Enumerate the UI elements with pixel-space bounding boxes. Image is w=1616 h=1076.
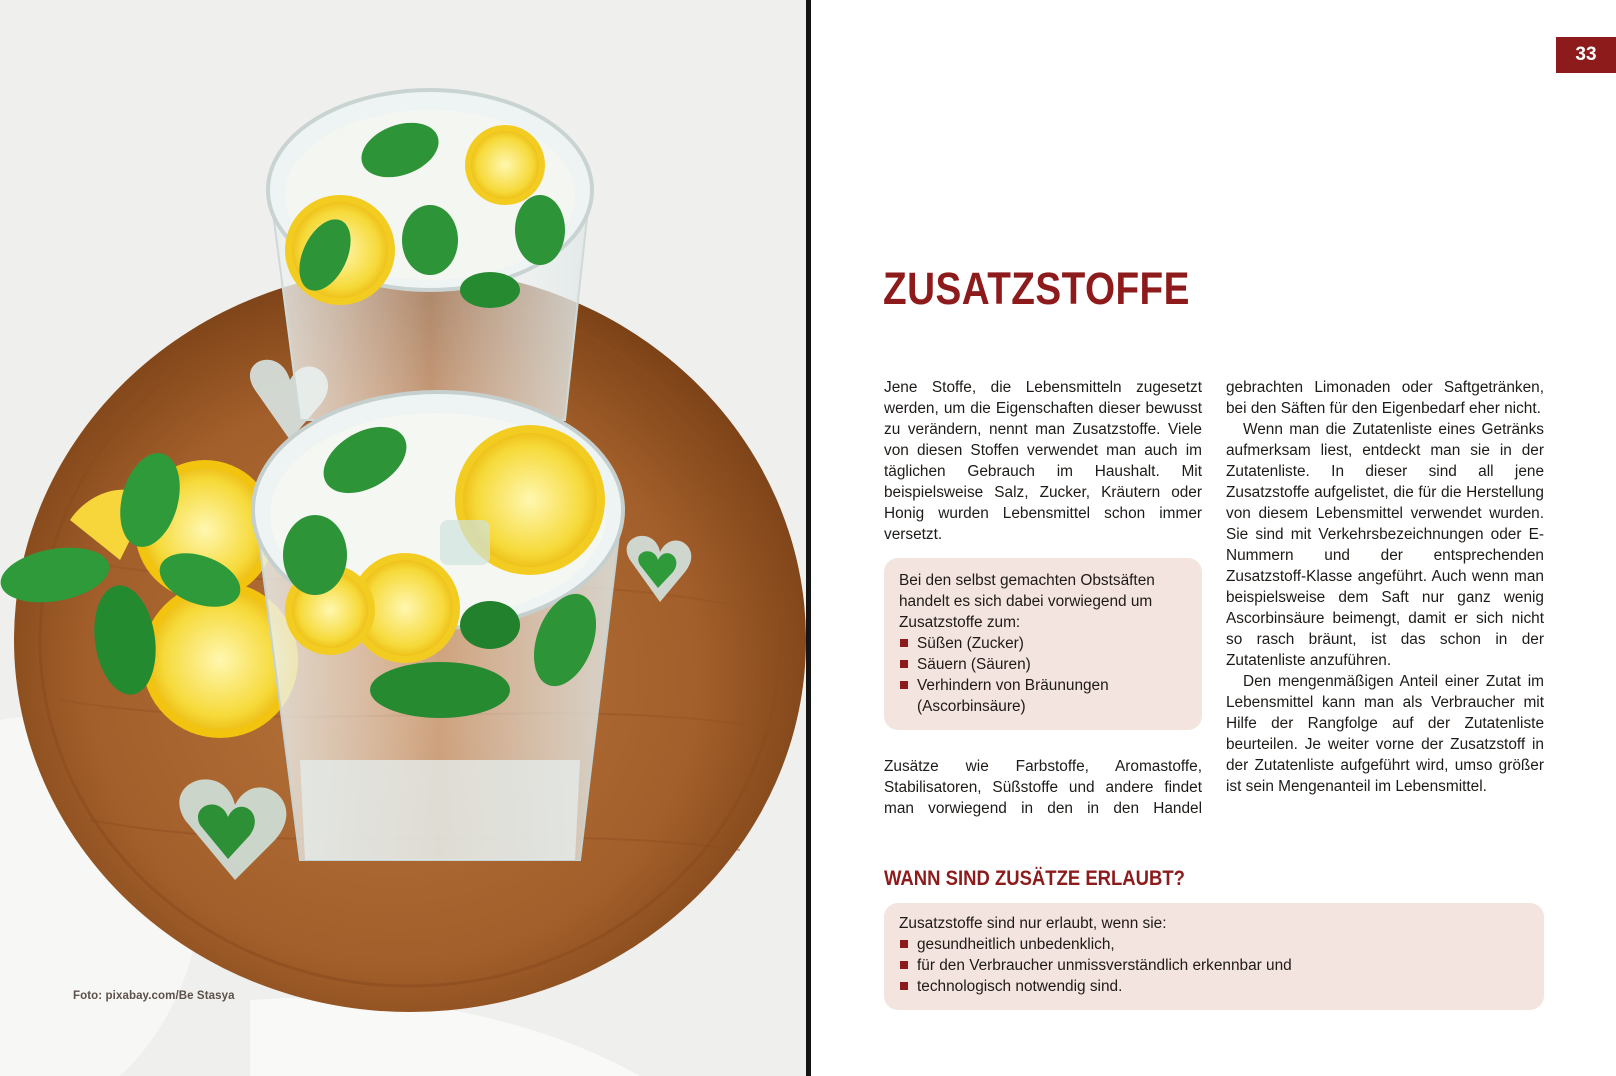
list-item: gesundheitlich unbedenklich, [899, 934, 1530, 955]
intro-paragraph: Jene Stoffe, die Lebensmitteln zugesetzt werden, um die Eigenschaften dieser bewusst zu verändern, nennt man Zusatzstoffe. Viele von diesen Stoffen verwendet man auch im täglichen Gebrauch im Haushalt. Mit beispielsweise Salz, Zucker, Kräutern oder Honig wurden Lebensmittel schon immer versetzt. [884, 379, 1202, 543]
list-item: Süßen (Zucker) [899, 633, 1188, 654]
info-box-allowed-additives [884, 903, 1544, 1010]
photo-credit: Foto: pixabay.com/Be Stasya [73, 990, 235, 1002]
list-item: technologisch notwendig sind. [899, 976, 1530, 997]
paragraph-column-continued [884, 756, 1202, 819]
additives-paragraph: Zusätze wie Farbstoffe, Aromastoffe, Stabilisatoren, Süßstoffe und andere findet man vorwiegend in den in den Handel [884, 758, 1202, 817]
right-text-column [1226, 377, 1544, 797]
intro-paragraph-column [884, 377, 1202, 545]
additives-paragraph-continued: gebrachten Limonaden oder Saftgetränken, bei den Säften für den Eigenbedarf eher nicht. [1226, 379, 1544, 417]
list-item: Verhindern von Bräunungen (Ascorbinsäure) [899, 675, 1188, 717]
ingredients-list-paragraph: Wenn man die Zutatenliste eines Getränks aufmerksam liest, entdeckt man sie in der Zutatenliste. In dieser sind all jene Zusatzstoffe aufgelistet, die für die Herstellung von diesem Lebensmittel verwendet wurden. Sie sind mit Verkehrsbezeichnungen oder E-Nummern und der entsprechenden Zusatzstoff-Klasse angeführt. Auch wenn man beispielsweise dem Saft nur ganz wenig Ascorbinsäure beimengt, damit er sich nicht so rasch bräunt, ist das schon in der Zutatenliste anzuführen. [1226, 421, 1544, 669]
glass-of-lemon-mint-water [268, 90, 592, 420]
info-box-fruit-juices [884, 558, 1202, 730]
info-box-lead: Bei den selbst gemachten Obstsäften handelt es sich dabei vorwiegend um Zusatzstoffe zum: [899, 572, 1155, 631]
section-heading: WANN SIND ZUSÄTZE ERLAUBT? [884, 866, 1185, 890]
list-item: Säuern (Säuren) [899, 654, 1188, 675]
info-box-list [899, 633, 1188, 717]
lemon-mint-drinks-image [0, 0, 806, 1076]
quantity-share-paragraph: Den mengenmäßigen Anteil einer Zutat im Lebensmittel kann man als Verbraucher mit Hilfe der Rangfolge auf der Zutatenliste beurteilen. Je weiter vorne der Zusatzstoff in der Zutatenliste aufgeführt wird, umso größer ist sein Mengenanteil im Lebensmittel. [1226, 673, 1544, 795]
page-gutter [806, 0, 811, 1076]
page-number: 33 [1556, 37, 1616, 73]
photo-panel [0, 0, 806, 1076]
info-box-lead: Zusatzstoffe sind nur erlaubt, wenn sie: [899, 915, 1167, 932]
info-box-list [899, 934, 1530, 997]
list-item: für den Verbraucher unmissverständlich erkennbar und [899, 955, 1530, 976]
page-title: ZUSATZSTOFFE [883, 263, 1190, 314]
